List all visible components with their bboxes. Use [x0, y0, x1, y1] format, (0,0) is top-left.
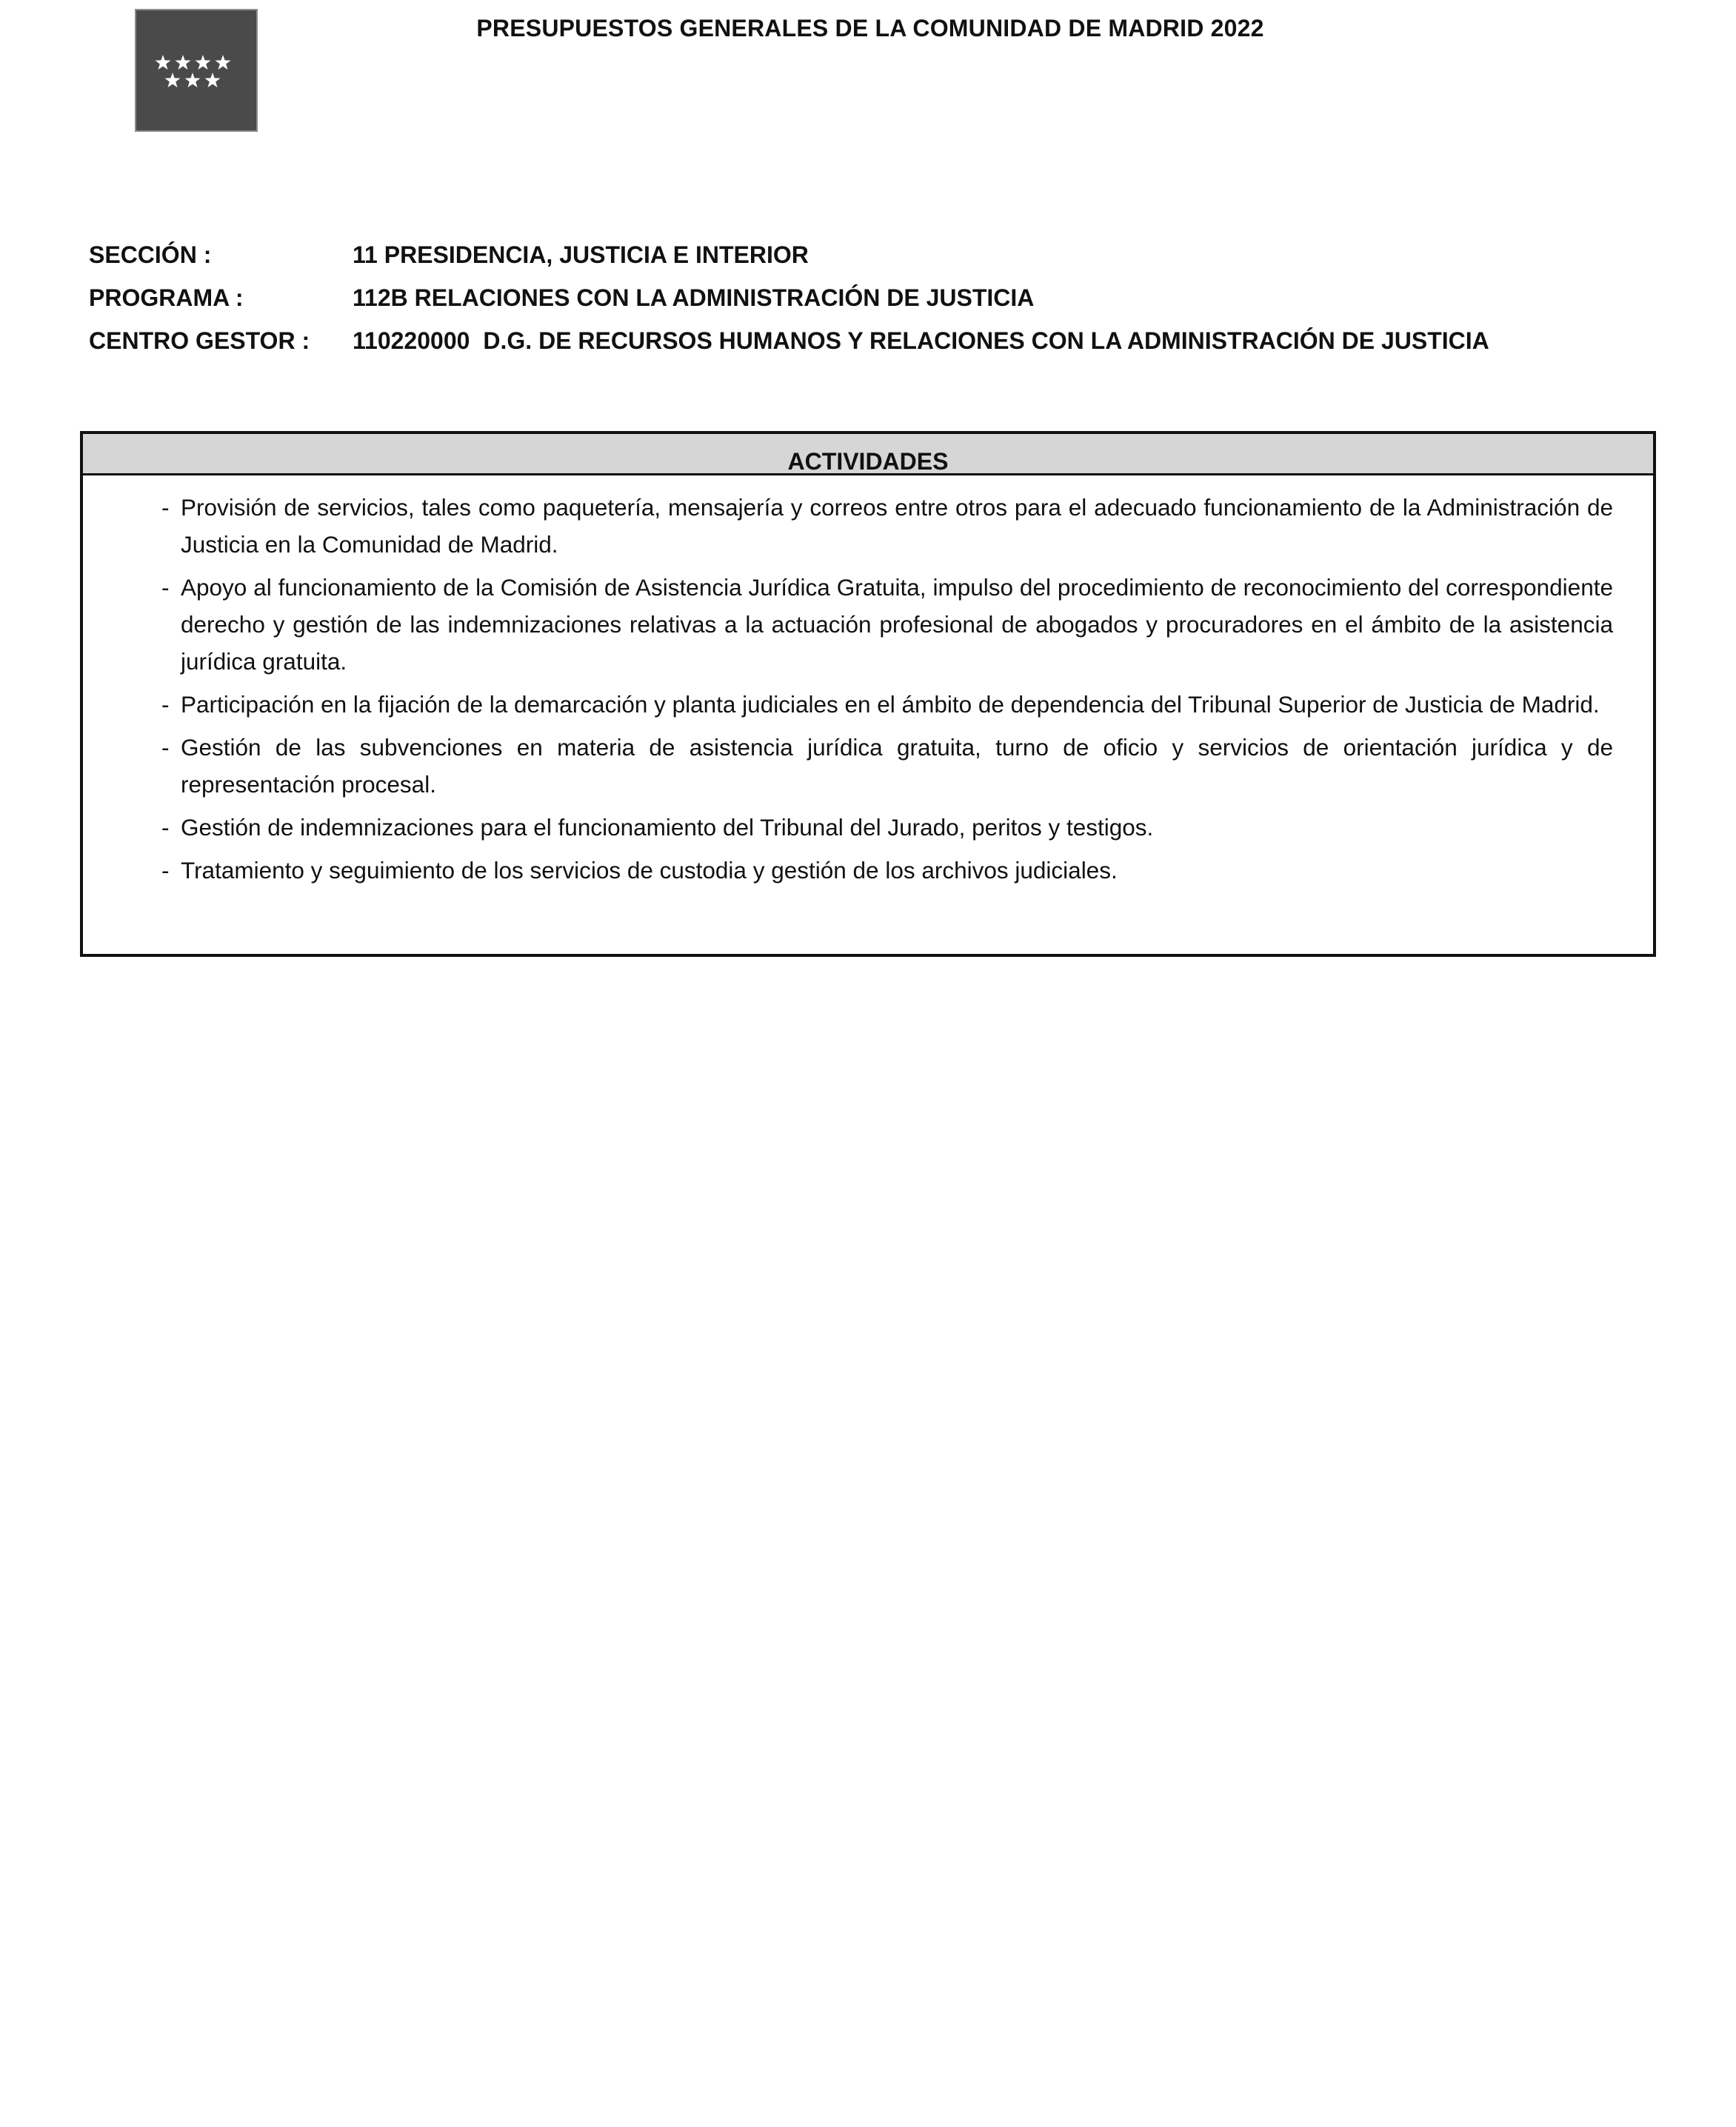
activity-item: [161, 569, 1613, 680]
activity-text: Gestión de las subvenciones en materia de asistencia jurídica gratuita, turno de oficio y servicios de orientación jurídica y de representación procesal.: [181, 734, 1613, 798]
activities-list: [161, 489, 1613, 895]
centro-gestor-label: CENTRO GESTOR :: [89, 327, 310, 354]
bullet-dash: -: [161, 494, 170, 521]
comunidad-de-madrid-logo: [135, 9, 258, 132]
activity-text: Tratamiento y seguimiento de los servicios de custodia y gestión de los archivos judiciales.: [181, 857, 1118, 884]
centro-gestor-value-wrap: [353, 327, 1489, 355]
activity-item: [161, 809, 1613, 846]
activity-item: [161, 489, 1613, 563]
bullet-dash: -: [161, 814, 170, 841]
activity-item: [161, 686, 1613, 723]
programa-label: PROGRAMA :: [89, 284, 244, 311]
activity-text: Participación en la fijación de la demarcación y planta judiciales en el ámbito de dependencia del Tribunal Superior de Justicia de Madrid.: [181, 691, 1600, 718]
activities-table: [80, 431, 1656, 957]
page-title: PRESUPUESTOS GENERALES DE LA COMUNIDAD DE MADRID 2022: [476, 15, 1264, 41]
activity-text: Provisión de servicios, tales como paquetería, mensajería y correos entre otros para el adecuado funcionamiento de la Administración de Justicia en la Comunidad de Madrid.: [181, 494, 1613, 558]
bullet-dash: -: [161, 857, 170, 884]
activities-header: ACTIVIDADES: [83, 434, 1653, 475]
centro-gestor-code: 110220000: [353, 327, 470, 354]
bullet-dash: -: [161, 691, 170, 718]
activity-item: [161, 852, 1613, 889]
activity-text: Gestión de indemnizaciones para el funcionamiento del Tribunal del Jurado, peritos y testigos.: [181, 814, 1154, 841]
seccion-value: 11 PRESIDENCIA, JUSTICIA E INTERIOR: [353, 241, 809, 268]
programa-value: 112B RELACIONES CON LA ADMINISTRACIÓN DE JUSTICIA: [353, 284, 1035, 311]
bullet-dash: -: [161, 574, 170, 601]
activity-item: [161, 729, 1613, 803]
seccion-label: SECCIÓN :: [89, 241, 212, 268]
centro-gestor-value: D.G. DE RECURSOS HUMANOS Y RELACIONES CON LA ADMINISTRACIÓN DE JUSTICIA: [483, 327, 1489, 354]
activity-text: Apoyo al funcionamiento de la Comisión de Asistencia Jurídica Gratuita, impulso del procedimiento de reconocimiento del correspondiente derecho y gestión de las indemnizaciones relativas a la actuación profesional de abogados y procuradores en el ámbito de la asistencia jurídica gratuita.: [181, 574, 1613, 675]
bullet-dash: -: [161, 734, 170, 761]
stars-icon: [136, 10, 256, 130]
